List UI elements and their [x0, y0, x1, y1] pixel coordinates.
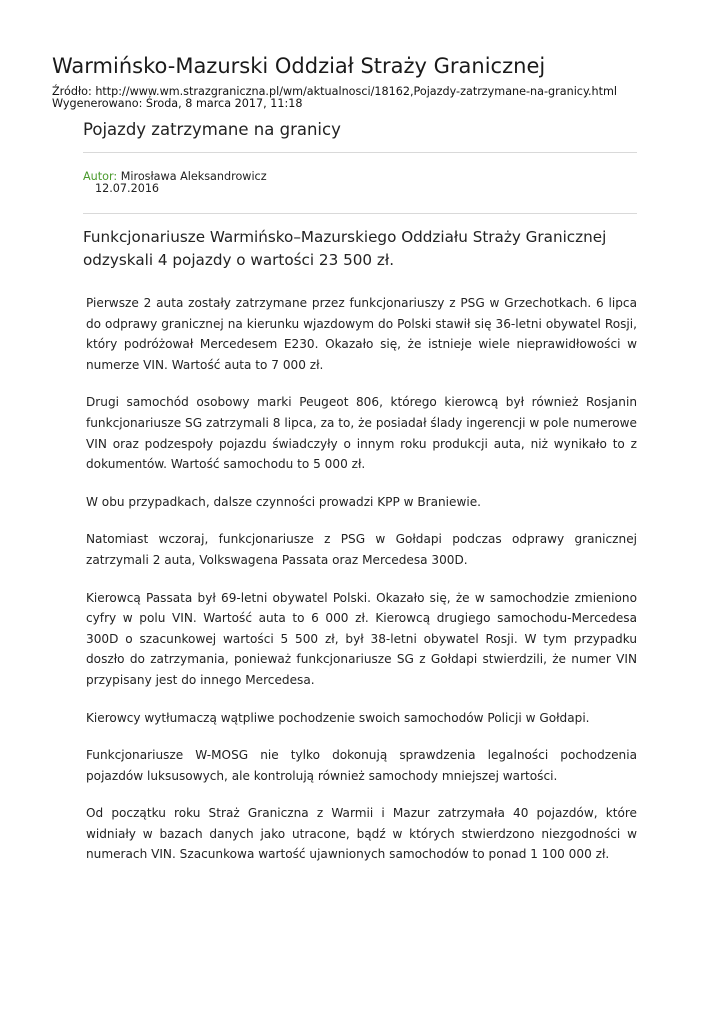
meta-divider	[83, 213, 637, 214]
article-paragraph: Kierowcy wytłumaczą wątpliwe pochodzenie swoich samochodów Policji w Gołdapi.	[86, 710, 590, 725]
document-meta	[52, 86, 617, 110]
article-paragraph: Od początku roku Straż Graniczna z Warmii i Mazur zatrzymała 40 pojazdów, które widniały w bazach danych jako utracone, bądź w których stwierdzono niezgodności w numerach VIN. Szacunkowa wartość ujawnionych samochodów to ponad 1 100 000 zł.	[86, 806, 637, 862]
author-name: Mirosława Aleksandrowicz	[120, 170, 267, 183]
article-body	[86, 293, 637, 882]
author-label: Autor:	[83, 170, 118, 183]
article-paragraph: W obu przypadkach, dalsze czynności prowadzi KPP w Braniewie.	[86, 494, 482, 509]
article-paragraph: Kierowcą Passata był 69-letni obywatel Polski. Okazało się, że w samochodzie zmieniono cyfry w polu VIN. Wartość auta to 6 000 zł. Kierowcą drugiego samochodu-Mercedesa 300D o szacunkowej wartości 5 500 zł, był 38-letni obywatel Rosji. W tym przypadku doszło do zatrzymania, ponieważ funkcjonariusze SG z Gołdapi stwierdzili, że numer VIN przypisany jest do innego Mercedesa.	[86, 590, 637, 687]
generated-line: Wygenerowano: Środa, 8 marca 2017, 11:18	[52, 97, 303, 110]
article-lead: Funkcjonariusze Warmińsko–Mazurskiego Oddziału Straży Granicznej odzyskali 4 pojazdy o wartości 23 500 zł.	[83, 228, 607, 269]
article-paragraph: Natomiast wczoraj, funkcjonariusze z PSG w Gołdapi podczas odprawy granicznej zatrzymali 2 auta, Volkswagena Passata oraz Mercedesa 300D.	[86, 532, 637, 567]
title-divider	[83, 152, 637, 153]
source-line: Źródło: http://www.wm.strazgraniczna.pl/wm/aktualnosci/18162,Pojazdy-zatrzymane-na-granicy.html	[52, 85, 618, 98]
publish-date: 12.07.2016	[95, 182, 160, 195]
article-paragraph: Pierwsze 2 auta zostały zatrzymane przez funkcjonariuszy z PSG w Grzechotkach. 6 lipca do odprawy granicznej na kierunku wjazdowym do Polski stawił się 36-letni obywatel Rosji, który podróżował Mercedesem E230. Okazało się, że istnieje wiele nieprawidłowości w numerze VIN. Wartość auta to 7 000 zł.	[86, 296, 637, 372]
article-paragraph: Funkcjonariusze W-MOSG nie tylko dokonują sprawdzenia legalności pochodzenia pojazdów luksusowych, ale kontrolują również samochody mniejszej wartości.	[86, 748, 637, 783]
article-paragraph: Drugi samochód osobowy marki Peugeot 806, którego kierowcą był również Rosjanin funkcjonariusze SG zatrzymali 8 lipca, za to, że posiadał ślady ingerencji w pole numerowe VIN oraz podzespoły pojazdu świadczyły o innym roku produkcji auta, niż wynikało to z dokumentów. Wartość samochodu to 5 000 zł.	[86, 395, 637, 472]
site-title: Warmińsko-Mazurski Oddział Straży Granicznej	[52, 54, 546, 78]
article-title: Pojazdy zatrzymane na granicy	[83, 120, 341, 139]
